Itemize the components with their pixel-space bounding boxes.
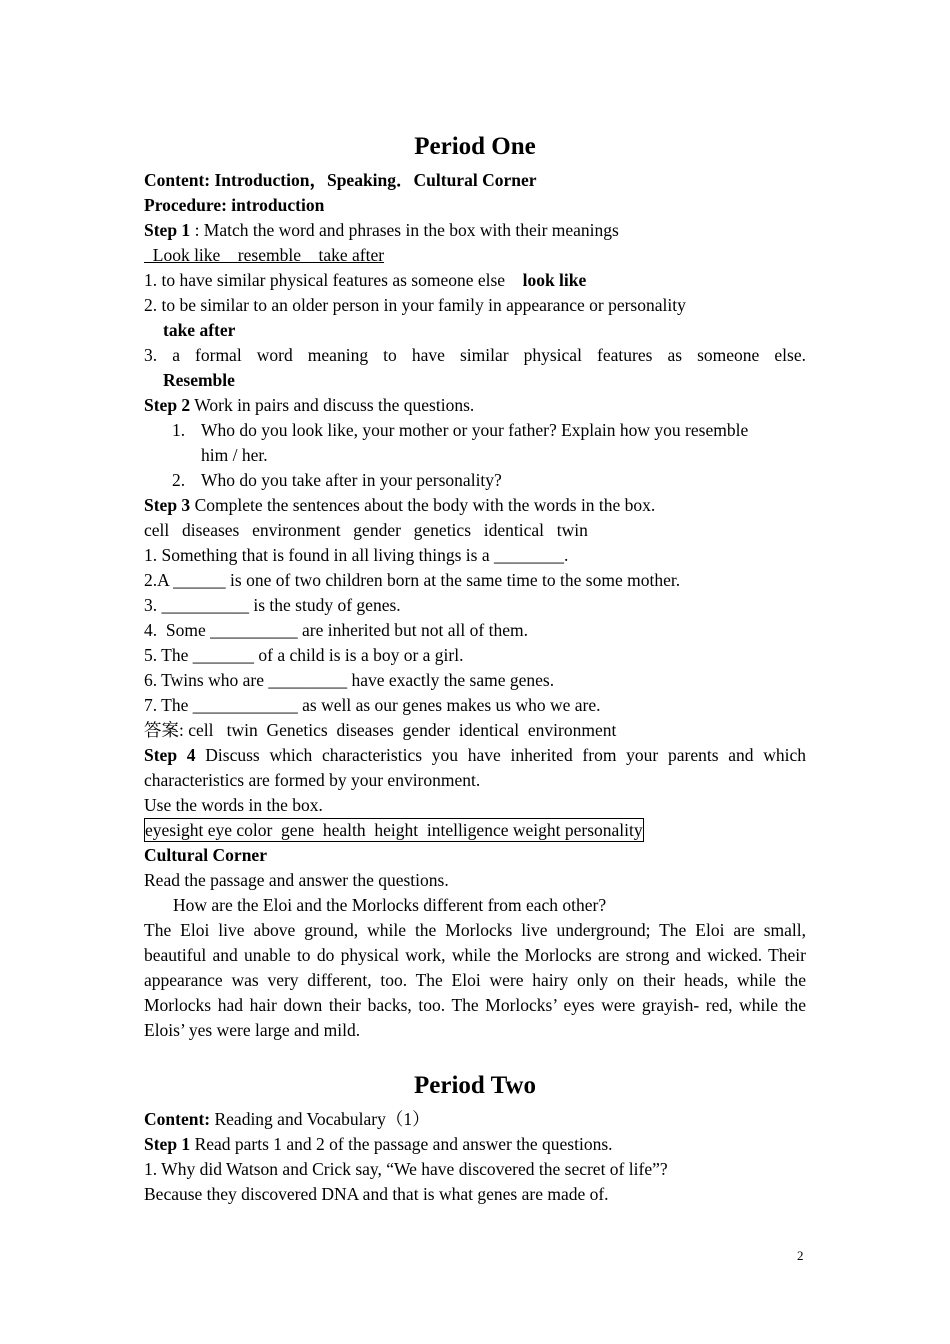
period2-step1 xyxy=(144,1132,806,1157)
cultural-instruction: Read the passage and answer the questions. xyxy=(144,870,449,890)
period2-step1-text: Read parts 1 and 2 of the passage and answer the questions. xyxy=(190,1134,613,1154)
step2-question-2 xyxy=(172,468,806,493)
step1-item2-answer: take after xyxy=(163,320,236,340)
period2-step1-label: Step 1 xyxy=(144,1134,191,1154)
page-number: 2 xyxy=(797,1248,804,1263)
step4-text-line2: characteristics are formed by your environment. xyxy=(144,770,481,790)
step1-item1 xyxy=(144,268,806,293)
period2-content-line xyxy=(144,1107,806,1132)
step3-word-box: cell diseases environment gender genetics identical twin xyxy=(144,520,588,540)
period2-content-text: Reading and Vocabulary（1） xyxy=(210,1109,430,1129)
period2-content-label: Content: xyxy=(144,1109,211,1129)
step3-label: Step 3 xyxy=(144,495,191,515)
step3-sentence: 2.A ______ is one of two children born at the same time to the some mother. xyxy=(144,570,681,590)
step2-text: Work in pairs and discuss the questions. xyxy=(190,395,475,415)
step1-item3-answer: Resemble xyxy=(163,370,235,390)
step1-box-words: Look like resemble take after xyxy=(144,245,385,265)
step3-sentence: 7. The ____________ as well as our genes makes us who we are. xyxy=(144,695,601,715)
procedure-line: Procedure: introduction xyxy=(144,195,325,215)
step4-label: Step 4 xyxy=(144,745,196,765)
step2-label: Step 2 xyxy=(144,395,191,415)
step1-item1-answer: look like xyxy=(522,270,587,290)
step2-question-list xyxy=(144,418,806,493)
step2-q1-continuation: him / her. xyxy=(201,445,268,465)
period2-answer-1: Because they discovered DNA and that is what genes are made of. xyxy=(144,1184,609,1204)
step2-q2-text: Who do you take after in your personality? xyxy=(201,470,502,490)
document-page xyxy=(144,130,806,1207)
step4-text-line1: Discuss which characteristics you have inherited from your parents and which xyxy=(195,745,806,765)
step2-instruction xyxy=(144,393,806,418)
step3-sentence: 4. Some __________ are inherited but not all of them. xyxy=(144,620,528,640)
step1-item2-text: 2. to be similar to an older person in your family in appearance or personality xyxy=(144,295,686,315)
step2-q2-num: 2. xyxy=(172,470,186,490)
step4-word-box: eyesight eye color gene health height intelligence weight personality xyxy=(145,820,643,840)
cultural-question: How are the Eloi and the Morlocks different from each other? xyxy=(173,895,607,915)
cultural-corner-heading: Cultural Corner xyxy=(144,845,267,865)
step1-item3-text: 3. a formal word meaning to have similar physical features as someone else. xyxy=(144,345,806,365)
step3-answer: 答案: cell twin Genetics diseases gender identical environment xyxy=(144,720,617,740)
step1-instruction xyxy=(144,218,806,243)
step3-sentence: 6. Twins who are _________ have exactly the same genes. xyxy=(144,670,555,690)
step2-q1-text: Who do you look like, your mother or your father? Explain how you resemble xyxy=(201,420,749,440)
period-two-title: Period Two xyxy=(414,1072,536,1099)
content-line: Content: Introduction，Speaking．Cultural Corner xyxy=(144,170,537,190)
step4-use-words: Use the words in the box. xyxy=(144,795,323,815)
step3-sentence: 3. __________ is the study of genes. xyxy=(144,595,401,615)
step1-text: : Match the word and phrases in the box with their meanings xyxy=(190,220,619,240)
step2-question-1 xyxy=(172,418,806,443)
step3-instruction xyxy=(144,493,806,518)
cultural-passage: The Eloi live above ground, while the Morlocks live underground; The Eloi are small, beautiful and unable to do physical work, while the Morlocks are strong and wicked. Their appearance was very different, too. The Eloi were hairy only on their heads, while the Morlocks had hair down their backs, too. The Morlocks’ eyes were grayish- red, while the Elois’ yes were large and mild. xyxy=(144,920,806,1040)
period-one-title: Period One xyxy=(414,133,536,160)
step3-text: Complete the sentences about the body with the words in the box. xyxy=(190,495,656,515)
step3-sentence: 1. Something that is found in all living things is a ________. xyxy=(144,545,569,565)
step3-sentence: 5. The _______ of a child is is a boy or a girl. xyxy=(144,645,464,665)
step2-q1-num: 1. xyxy=(172,420,186,440)
step1-label: Step 1 xyxy=(144,220,191,240)
spacer xyxy=(144,1043,806,1069)
step4-instruction xyxy=(144,743,806,768)
period2-question-1: 1. Why did Watson and Crick say, “We have discovered the secret of life”? xyxy=(144,1159,668,1179)
step4-box-row xyxy=(144,818,806,843)
step1-item1-text: 1. to have similar physical features as someone else xyxy=(144,270,506,290)
